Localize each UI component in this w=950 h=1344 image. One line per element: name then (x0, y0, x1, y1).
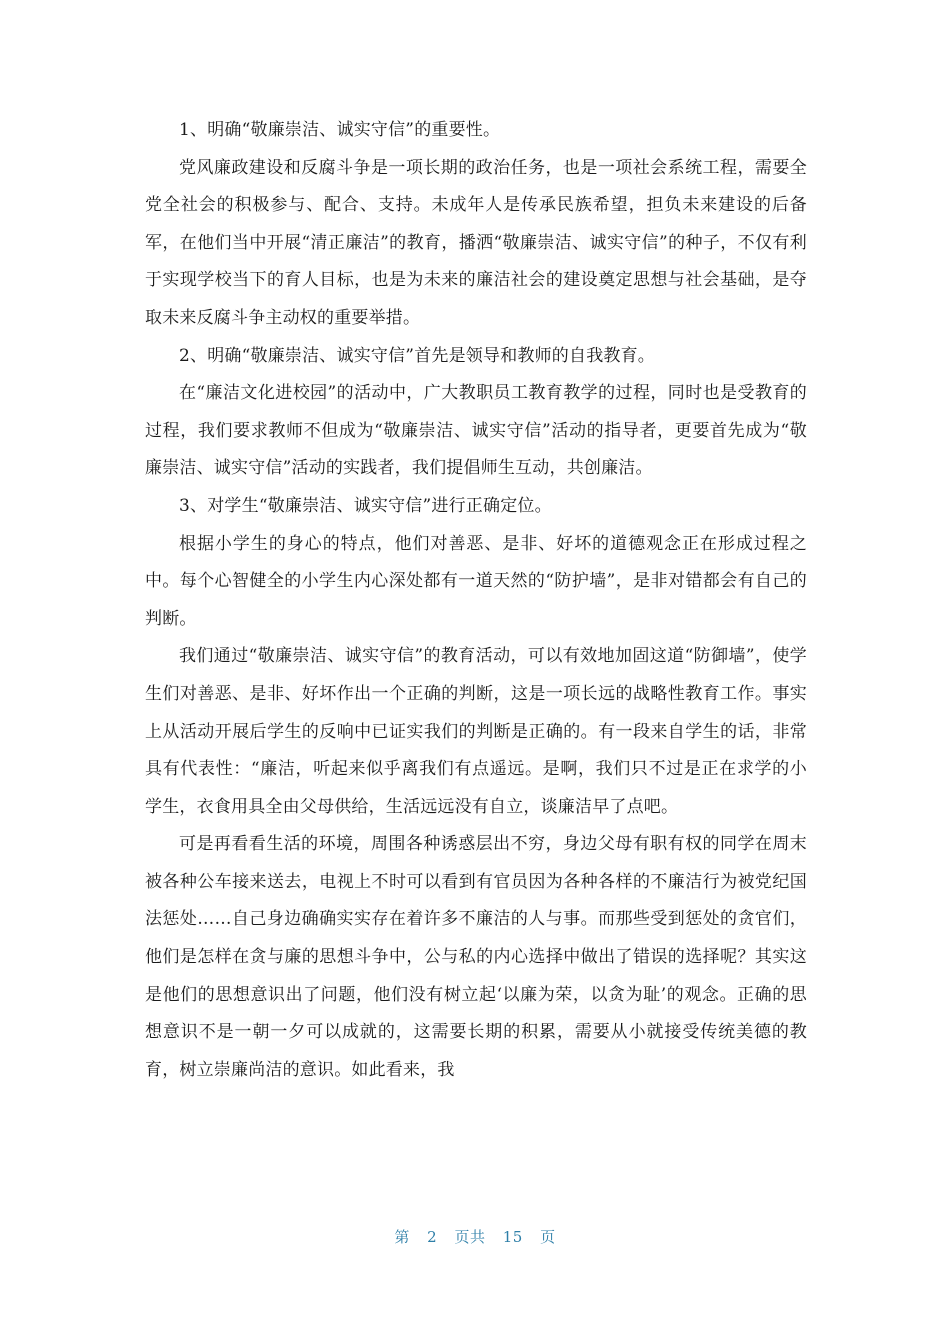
paragraph: 可是再看看生活的环境，周围各种诱惑层出不穷，身边父母有职有权的同学在周末被各种公车接来送去，电视上不时可以看到有官员因为各种各样的不廉洁行为被党纪国法惩处……自己身边确确实实存在着许多不廉洁的人与事。而那些受到惩处的贪官们，他们是怎样在贪与廉的思想斗争中，公与私的内心选择中做出了错误的选择呢？其实这是他们的思想意识出了问题，他们没有树立起‘以廉为荣，以贪为耻’的观念。正确的思想意识不是一朝一夕可以成就的，这需要长期的积累，需要从小就接受传统美德的教育，树立崇廉尚洁的意识。如此看来，我 (145, 834, 807, 1080)
paragraph-heading-1: 1、明确“敬廉崇洁、诚实守信”的重要性。 (179, 120, 501, 140)
paragraph-heading-3: 3、对学生“敬廉崇洁、诚实守信”进行正确定位。 (179, 495, 552, 516)
page-footer (0, 1226, 950, 1247)
footer-ye: 页 (540, 1228, 556, 1246)
paragraph-heading-2: 2、明确“敬廉崇洁、诚实守信”首先是领导和教师的自我教育。 (179, 345, 655, 366)
paragraph: 在“廉洁文化进校园”的活动中，广大教职员工教育教学的过程，同时也是受教育的过程，我们要求教师不但成为“敬廉崇洁、诚实守信”活动的指导者，更要首先成为“敬廉崇洁、诚实守信”活动的实践者，我们提倡师生互动，共创廉洁。 (145, 383, 807, 479)
document-body (145, 112, 807, 1089)
paragraph: 党风廉政建设和反腐斗争是一项长期的政治任务，也是一项社会系统工程，需要全党全社会的积极参与、配合、支持。未成年人是传承民族希望，担负未来建设的后备军，在他们当中开展“清正廉洁”的教育，播洒“敬廉崇洁、诚实守信”的种子，不仅有利于实现学校当下的育人目标，也是为未来的廉洁社会的建设奠定思想与社会基础，是夺取未来反腐斗争主动权的重要举措。 (145, 157, 807, 328)
footer-total-pages: 15 (502, 1228, 523, 1246)
paragraph: 根据小学生的身心的特点，他们对善恶、是非、好坏的道德观念正在形成过程之中。每个心智健全的小学生内心深处都有一道天然的“防护墙”，是非对错都会有自己的判断。 (145, 533, 807, 629)
paragraph: 我们通过“敬廉崇洁、诚实守信”的教育活动，可以有效地加固这道“防御墙”，使学生们对善恶、是非、好坏作出一个正确的判断，这是一项长远的战略性教育工作。事实上从活动开展后学生的反响中已证实我们的判断是正确的。有一段来自学生的话，非常具有代表性：“廉洁，听起来似乎离我们有点遥远。是啊，我们只不过是正在求学的小学生，衣食用具全由父母供给，生活远远没有自立，谈廉洁早了点吧。 (145, 646, 807, 817)
footer-current-page: 2 (427, 1228, 438, 1246)
footer-di: 第 (394, 1228, 410, 1246)
footer-ye-gong: 页共 (454, 1228, 486, 1246)
